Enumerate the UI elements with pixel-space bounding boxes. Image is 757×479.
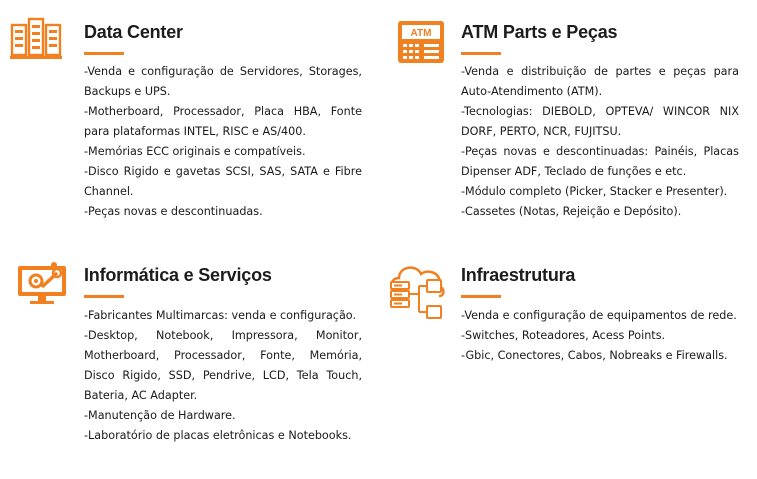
section-title: Infraestrutura — [461, 265, 576, 285]
list-item: -Memórias ECC originais e compatíveis. — [84, 145, 306, 158]
list-item: -Laboratório de placas eletrônicas e Notebooks. — [84, 429, 352, 442]
title-underline — [84, 295, 124, 298]
list-item: -Tecnologias: DIEBOLD, OPTEVA/ WINCOR NIX DORF, PERTO, NCR, FUJITSU. — [461, 105, 739, 138]
title-underline — [461, 295, 501, 298]
list-item: -Switches, Roteadores, Acess Points. — [461, 329, 666, 342]
section-body — [84, 306, 362, 446]
atm-icon — [397, 20, 445, 64]
list-item: -Manutenção de Hardware. — [84, 409, 236, 422]
list-item: -Motherboard, Processador, Placa HBA, Fonte para plataformas INTEL, RISC e AS/400. — [84, 105, 362, 138]
list-item: -Venda e configuração de equipamentos de rede. — [461, 309, 737, 322]
atm-label: ATM — [410, 28, 432, 39]
section-title: ATM Parts e Peças — [461, 22, 618, 42]
list-item: -Gbic, Conectores, Cabos, Nobreaks e Firewalls. — [461, 349, 728, 362]
title-underline — [461, 52, 501, 55]
server-rack-icon — [10, 17, 62, 61]
title-underline — [84, 52, 124, 55]
list-item: -Desktop, Notebook, Impressora, Monitor, Motherboard, Processador, Fonte, Memória, Disco Rigido, SSD, Pendrive, LCD, Tela Touch, Bateria, AC Adapter. — [84, 329, 362, 402]
list-item: -Fabricantes Multimarcas: venda e configuração. — [84, 309, 357, 322]
list-item: -Módulo completo (Picker, Stacker e Presenter). — [461, 185, 728, 198]
list-item: -Cassetes (Notas, Rejeição e Depósito). — [461, 205, 682, 218]
section-body — [461, 62, 739, 222]
section-body — [84, 62, 362, 222]
list-item: -Peças novas e descontinuadas. — [84, 205, 263, 218]
list-item: -Venda e distribuição de partes e peças para Auto-Atendimento (ATM). — [461, 65, 739, 98]
list-item: -Venda e configuração de Servidores, Storages, Backups e UPS. — [84, 65, 362, 98]
section-title: Data Center — [84, 22, 183, 42]
section-title: Informática e Serviços — [84, 265, 272, 285]
section-body — [461, 306, 739, 366]
list-item: -Peças novas e descontinuadas: Painéis, Placas Dipenser ADF, Teclado de funções e etc. — [461, 145, 739, 178]
list-item: -Disco Rigido e gavetas SCSI, SAS, SATA e Fibre Channel. — [84, 165, 362, 198]
cloud-network-icon — [385, 258, 449, 322]
monitor-wrench-icon — [16, 262, 70, 306]
